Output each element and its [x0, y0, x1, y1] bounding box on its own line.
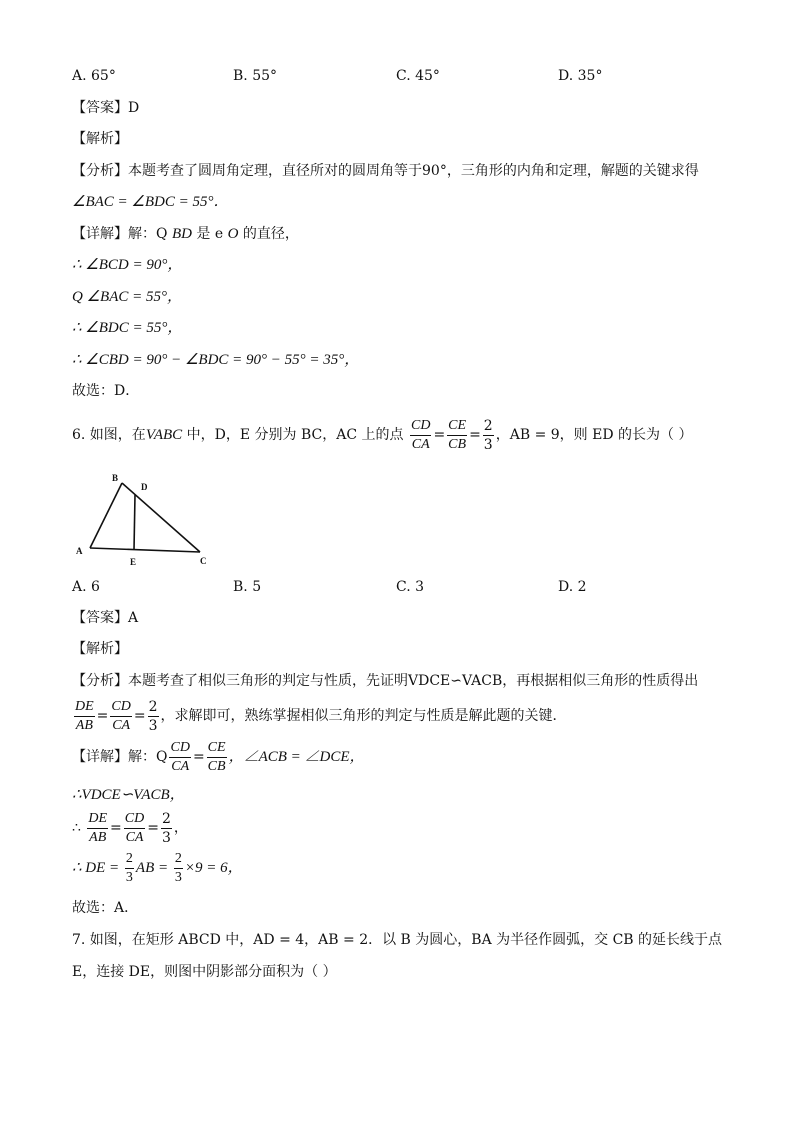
- q6-frac-cd-ca-3: [169, 739, 190, 776]
- q6-frac-cd-ca-4: [124, 810, 145, 847]
- fenxi-label: 【分析】: [72, 163, 128, 179]
- frac-den: 3: [174, 870, 182, 886]
- frac-den: CB: [207, 758, 226, 774]
- frac-num: DE: [87, 810, 108, 829]
- answer-value: D: [128, 100, 140, 116]
- eq-sign: =: [433, 427, 446, 443]
- q6-frac-ce-cb: [447, 417, 467, 454]
- q6-stem-a: 6. 如图，在: [72, 427, 146, 443]
- q7-line-2: E，连接 DE，则图中阴影部分面积为（ ）: [72, 964, 337, 980]
- q7-line-1: 7. 如图，在矩形 ABCD 中，AD = 4，AB = 2．以 B 为圆心，BA 为半径作圆弧，交 CB 的延长线于点: [72, 932, 723, 948]
- q6-option-c: C. 3: [396, 579, 425, 595]
- frac-den: 3: [483, 436, 493, 453]
- q6-step-2: [72, 808, 188, 848]
- xiangjie-text-1: 解：Q: [128, 226, 172, 242]
- frac-num: CD: [169, 739, 190, 758]
- q6-answer-label: 【答案】: [72, 610, 128, 626]
- answer-label: 【答案】: [72, 100, 128, 116]
- xiangjie-line: [72, 224, 299, 244]
- segment-ab: [90, 483, 122, 548]
- label-c: C: [200, 556, 207, 566]
- eq-sign: =: [147, 820, 159, 836]
- frac-den: 3: [161, 829, 171, 846]
- frac-den: AB: [89, 829, 107, 845]
- frac-num: 2: [174, 850, 183, 869]
- q6-stem-triangle: VABC: [145, 427, 183, 443]
- q6-stem-c: 中，D，E 分别为 BC，AC 上的点: [182, 427, 404, 443]
- frac-den: 3: [148, 717, 158, 734]
- eq-sign: =: [469, 427, 481, 443]
- q6-step-2-tail: ，: [173, 820, 188, 836]
- q6-frac-2-3-c: [161, 810, 172, 847]
- q5-step-1: ∴ ∠BCD = 90°，: [72, 257, 183, 273]
- eq-sign: =: [110, 820, 122, 836]
- triangle-figure: [72, 470, 222, 570]
- q6-frac-cd-ca: [410, 417, 431, 454]
- frac-den: 3: [125, 870, 133, 886]
- fenxi-line-2: ∠BAC = ∠BDC = 55°．: [72, 194, 229, 210]
- q6-fenxi-label: 【分析】: [72, 673, 128, 689]
- frac-num: CD: [410, 417, 431, 436]
- eq-sign: =: [192, 749, 205, 765]
- q6-answer-value: A: [128, 610, 139, 626]
- therefore: ∴: [72, 820, 81, 836]
- q6-option-b: B. 5: [233, 579, 262, 595]
- q6-fenxi-line-2: [72, 696, 567, 736]
- frac-num: CE: [447, 417, 467, 436]
- xiangjie-text-2: 是 e: [191, 226, 228, 242]
- fenxi-text: 本题考查了圆周角定理，直径所对的圆周角等于90°，三角形的内角和定理，解题的关键求得: [128, 163, 699, 179]
- q6-frac-de-ab-2: [87, 810, 108, 847]
- q6-step-3-pre: ∴ DE =: [72, 860, 120, 876]
- q6-frac-2-3-e: [174, 850, 183, 887]
- q6-frac-cd-ca-2: [110, 698, 131, 735]
- segment-ac: [90, 548, 200, 552]
- frac-num: 2: [161, 810, 171, 827]
- q6-choose: 故选：A．: [72, 900, 139, 916]
- option-d: D. 35°: [558, 68, 603, 84]
- q6-step-3-mid: AB =: [135, 860, 169, 876]
- eq-sign: =: [133, 708, 146, 724]
- q6-frac-2-3: [483, 417, 494, 454]
- q5-step-3: ∴ ∠BDC = 55°，: [72, 320, 183, 336]
- frac-den: CA: [411, 436, 430, 452]
- xiangjie-o: O: [227, 226, 239, 242]
- label-a: A: [76, 546, 83, 556]
- label-b: B: [112, 473, 119, 483]
- q6-frac-de-ab: [74, 698, 95, 735]
- q6-frac-2-3-d: [125, 850, 134, 887]
- frac-num: 2: [483, 417, 493, 434]
- q6-xiangjie-text: 解：Q: [128, 749, 168, 765]
- q6-stem: [72, 415, 692, 455]
- q6-fenxi-text: 本题考查了相似三角形的判定与性质，先证明VDCE∽VACB，再根据相似三角形的性质得出: [128, 673, 699, 689]
- frac-num: CD: [110, 698, 131, 717]
- label-e: E: [130, 557, 137, 567]
- q6-step-3-tail: ×9 = 6，: [184, 860, 243, 876]
- q6-analysis-label: 【解析】: [72, 641, 128, 657]
- frac-num: CD: [124, 810, 145, 829]
- frac-num: 2: [148, 698, 158, 715]
- frac-den: CB: [448, 436, 467, 452]
- frac-num: CE: [207, 739, 227, 758]
- fenxi-line: [72, 161, 699, 181]
- q6-frac-2-3-b: [148, 698, 159, 735]
- label-d: D: [141, 482, 148, 492]
- q5-step-4: ∴ ∠CBD = 90° − ∠BDC = 90° − 55° = 35°，: [72, 352, 360, 368]
- q6-xiangjie-line: [72, 737, 365, 777]
- xiangjie-label: 【详解】: [72, 226, 128, 242]
- q6-frac-ce-cb-3: [207, 739, 227, 776]
- q6-option-d: D. 2: [558, 579, 587, 595]
- q6-step-3: [72, 848, 243, 888]
- option-c: C. 45°: [396, 68, 440, 84]
- frac-num: 2: [125, 850, 134, 869]
- frac-den: CA: [171, 758, 190, 774]
- q5-step-2: Q ∠BAC = 55°，: [72, 289, 182, 305]
- segment-de: [134, 495, 135, 550]
- answer-line: [72, 98, 139, 118]
- frac-den: CA: [112, 717, 131, 733]
- q6-fenxi-tail: ，求解即可，熟练掌握相似三角形的判定与性质是解此题的关键．: [160, 708, 567, 724]
- q5-choose: 故选：D．: [72, 383, 140, 399]
- eq-sign: =: [96, 708, 109, 724]
- q6-option-a: A. 6: [72, 579, 100, 595]
- q6-answer-line: [72, 608, 138, 628]
- option-b: B. 55°: [233, 68, 278, 84]
- frac-den: AB: [75, 717, 93, 733]
- analysis-label: 【解析】: [72, 131, 128, 147]
- q6-step-1: ∴VDCE∽VACB，: [72, 787, 185, 803]
- xiangjie-text-3: 的直径，: [238, 226, 299, 242]
- frac-num: DE: [74, 698, 95, 717]
- q6-fenxi-line: [72, 671, 698, 691]
- xiangjie-bd: BD: [171, 226, 192, 242]
- option-a: A. 65°: [72, 68, 116, 84]
- q6-xiangjie-tail: ，∠ACB = ∠DCE，: [228, 749, 365, 765]
- q6-xiangjie-label: 【详解】: [72, 749, 128, 765]
- q6-stem-d: ，AB = 9，则 ED 的长为（ ）: [495, 427, 693, 443]
- frac-den: CA: [125, 829, 144, 845]
